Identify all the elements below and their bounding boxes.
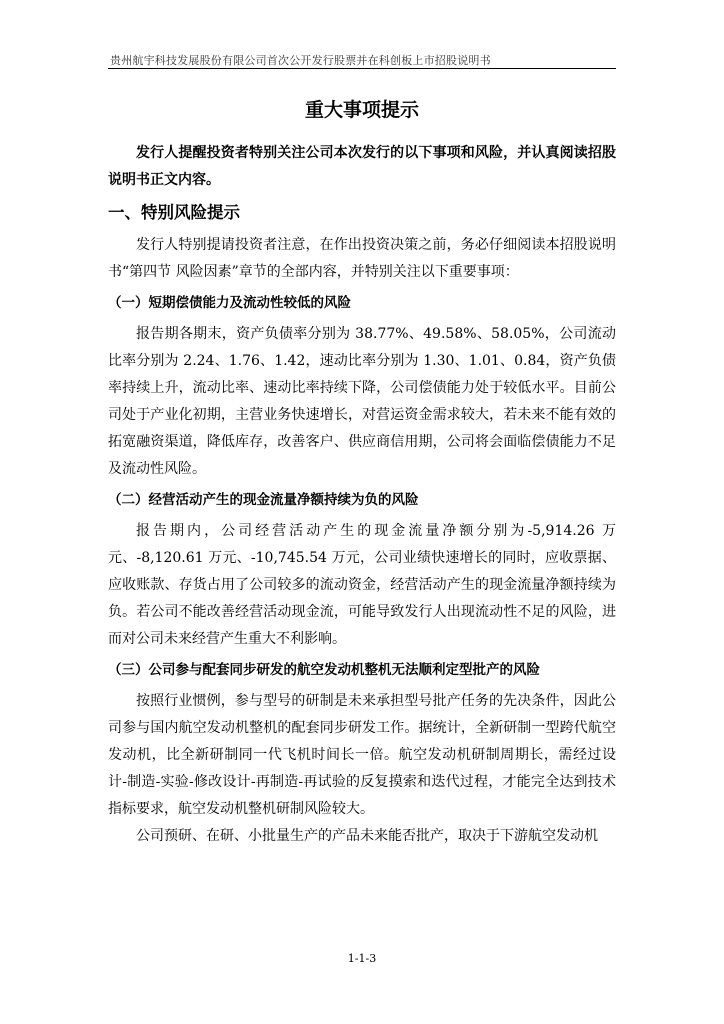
running-header: 贵州航宇科技发展股份有限公司首次公开发行股票并在科创板上市招股说明书 [110,54,491,67]
paragraph-cashflow-risk: 报告期内，公司经营活动产生的现金流量净额分别为-5,914.26 万元、-8,120.61 万元、-10,745.54 万元，公司业绩快速增长的同时，应收票据、应收账款、存货占用了公司较多的流动资金，经营活动产生的现金流量净额持续为负。若公司不能改善经营活动现金流，可能导致发行人出现流动性不足的风险，进而对公司未来经营产生重大不利影响。 [108,523,616,647]
document-body [108,140,616,850]
section-heading-special-risks: 一、特别风险提示 [108,203,240,222]
paragraph-solvency-risk: 报告期各期末，资产负债率分别为 38.77%、49.58%、58.05%，公司流动比率分别为 2.24、1.76、1.42，速动比率分别为 1.30、1.01、0.84，资产负债率持续上升，流动比率、速动比率持续下降，公司偿债能力处于较低水平。目前公司处于产业化初期，主营业务快速增长，对营运资金需求较大，若未来不能有效的拓宽融资渠道，降低库存，改善客户、供应商信用期，公司将会面临偿债能力不足及流动性风险。 [108,326,616,477]
subsection-heading-engine-development-risk: （三）公司参与配套同步研发的航空发动机整机无法顺利定型批产的风险 [108,662,540,678]
header-divider [108,68,616,69]
subsection-heading-solvency-risk: （一）短期偿债能力及流动性较低的风险 [108,295,351,311]
intro-paragraph: 发行人提醒投资者特别关注公司本次发行的以下事项和风险，并认真阅读招股说明书正文内容。 [108,145,616,188]
section-intro-paragraph: 发行人特别提请投资者注意，在作出投资决策之前，务必仔细阅读本招股说明书“第四节 风险因素”章节的全部内容，并特别关注以下重要事项： [108,237,616,280]
subsection-heading-cashflow-risk: （二）经营活动产生的现金流量净额持续为负的风险 [108,492,419,508]
page-title: 重大事项提示 [304,99,419,121]
page-number: 1-1-3 [347,952,377,965]
paragraph-engine-production-continued: 公司预研、在研、小批量生产的产品未来能否批产，取决于下游航空发动机 [136,828,598,844]
paragraph-engine-development-risk: 按照行业惯例，参与型号的研制是未来承担型号批产任务的先决条件，因此公司参与国内航空发动机整机的配套同步研发工作。据统计，全新研制一型跨代航空发动机，比全新研制同一代飞机时间长一倍。航空发动机研制周期长，需经过设计-制造-实验-修改设计-再制造-再试验的反复摸索和迭代过程，才能完全达到技术指标要求，航空发动机整机研制风险较大。 [108,693,616,817]
